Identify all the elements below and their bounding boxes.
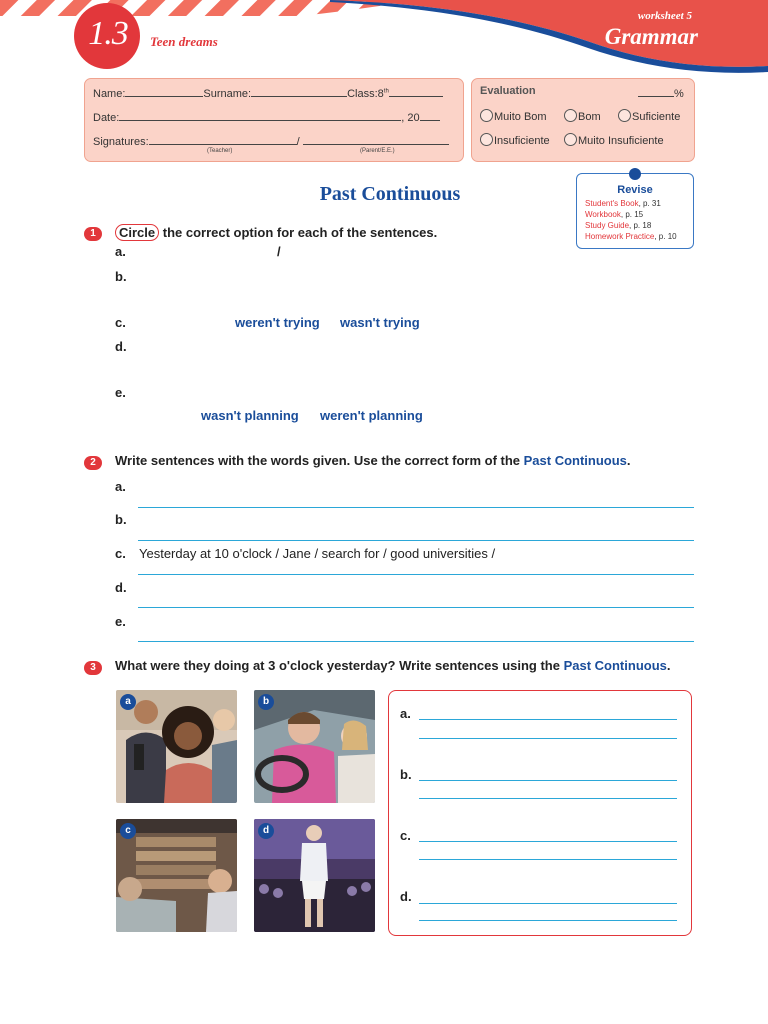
ex3-answer-c-line-2[interactable] xyxy=(419,859,677,860)
worksheet-title: Grammar xyxy=(604,24,698,49)
surname-label: Surname: xyxy=(203,88,252,100)
ex1-item-c-letter: c. xyxy=(115,315,126,330)
signatures-row xyxy=(93,133,455,148)
instruction-highlight: Past Continuous xyxy=(523,453,627,468)
evaluation-box xyxy=(471,78,695,162)
revise-title: Revise xyxy=(617,184,653,196)
percent-sign: % xyxy=(674,88,684,100)
ex1-item-e-option-1[interactable]: wasn't planning xyxy=(201,408,299,423)
parent-signature-field[interactable] xyxy=(303,133,449,145)
photo-d-runway xyxy=(254,819,375,932)
year-field[interactable] xyxy=(420,109,440,121)
unit-number: 1.3 xyxy=(88,15,128,52)
instruction-end: . xyxy=(666,658,671,673)
eval-option-label: Muito Insuficiente xyxy=(578,135,664,147)
student-info-box xyxy=(84,78,464,162)
ex2-item-b-letter: b. xyxy=(115,512,127,527)
exercise-3-answers-box xyxy=(388,690,692,936)
eval-option-label: Suficiente xyxy=(632,111,681,123)
eval-option-insuficiente[interactable] xyxy=(480,133,550,147)
eval-option-muito-bom[interactable] xyxy=(480,109,547,123)
class-field[interactable] xyxy=(389,85,443,97)
instruction-text: the correct option for each of the sentences. xyxy=(159,225,438,240)
exercise-3-instruction xyxy=(115,658,671,673)
name-row xyxy=(93,85,455,100)
eval-option-suficiente[interactable] xyxy=(618,109,680,123)
ex2-item-d-letter: d. xyxy=(115,580,127,595)
revise-ref-study-guide[interactable] xyxy=(585,221,651,230)
exercise-2-instruction xyxy=(115,453,631,468)
ref-page: , p. 31 xyxy=(638,199,661,208)
ex1-item-a-slash: / xyxy=(277,244,281,259)
ex2-item-e-letter: e. xyxy=(115,614,126,629)
ref-source: Workbook xyxy=(585,210,621,219)
radio-icon[interactable] xyxy=(618,109,631,122)
photo-c-badge: c xyxy=(120,823,136,839)
ex2-item-a-letter: a. xyxy=(115,479,126,494)
page-title: Past Continuous xyxy=(319,183,461,205)
ex3-answer-b-line-2[interactable] xyxy=(419,798,677,799)
ex3-answer-a-line-1[interactable] xyxy=(419,719,677,720)
surname-field[interactable] xyxy=(251,85,347,97)
exercise-3-badge: 3 xyxy=(84,661,102,675)
ref-page: , p. 18 xyxy=(629,221,652,230)
name-label: Name: xyxy=(93,88,126,100)
ex3-answer-c-line-1[interactable] xyxy=(419,841,677,842)
year-label: , 20 xyxy=(401,112,420,124)
ex2-item-b-answer-line[interactable] xyxy=(138,540,694,541)
photo-a-badge: a xyxy=(120,694,136,710)
exercise-1-instruction xyxy=(115,224,437,241)
eval-option-label: Insuficiente xyxy=(494,135,550,147)
ex1-item-c-option-1[interactable]: weren't trying xyxy=(235,315,320,330)
ref-page: , p. 10 xyxy=(654,232,677,241)
ex3-answer-b-letter: b. xyxy=(400,767,412,782)
exercise-1-badge: 1 xyxy=(84,227,102,241)
instruction-text: What were they doing at 3 o'clock yesterday? Write sentences using the xyxy=(115,658,564,673)
ex3-answer-c-letter: c. xyxy=(400,828,411,843)
signature-slash: / xyxy=(296,136,300,148)
ex3-answer-d-letter: d. xyxy=(400,889,412,904)
percent-field[interactable] xyxy=(638,85,674,97)
teacher-caption: (Teacher) xyxy=(207,148,233,154)
date-field[interactable] xyxy=(119,109,401,121)
radio-icon[interactable] xyxy=(564,133,577,146)
revise-ref-homework-practice[interactable] xyxy=(585,232,677,241)
ex1-item-a-letter: a. xyxy=(115,244,126,259)
ex1-item-d-letter: d. xyxy=(115,339,127,354)
parent-caption: (Parent/E.E.) xyxy=(360,148,395,154)
photo-c-shop xyxy=(116,819,237,932)
pin-icon xyxy=(627,167,643,181)
instruction-text: Write sentences with the words given. Use the correct form of the xyxy=(115,453,524,468)
evaluation-percent-row xyxy=(638,85,684,100)
photo-b-driving xyxy=(254,690,375,803)
eval-option-muito-insuficiente[interactable] xyxy=(564,133,664,147)
ex2-item-e-answer-line[interactable] xyxy=(138,641,694,642)
ex2-item-a-answer-line[interactable] xyxy=(138,507,694,508)
name-field[interactable] xyxy=(125,85,203,97)
date-label: Date: xyxy=(93,112,120,124)
circle-word: Circle xyxy=(115,224,159,241)
ex2-item-c-answer-line[interactable] xyxy=(138,574,694,575)
radio-icon[interactable] xyxy=(480,133,493,146)
evaluation-title: Evaluation xyxy=(480,85,536,97)
revise-box xyxy=(576,173,694,249)
radio-icon[interactable] xyxy=(564,109,577,122)
radio-icon[interactable] xyxy=(480,109,493,122)
ex1-item-b-letter: b. xyxy=(115,269,127,284)
ex1-item-e-option-2[interactable]: weren't planning xyxy=(320,408,423,423)
signatures-label: Signatures: xyxy=(93,136,149,148)
instruction-highlight: Past Continuous xyxy=(563,658,667,673)
exercise-2-badge: 2 xyxy=(84,456,102,470)
ex3-answer-d-line-2[interactable] xyxy=(419,920,677,921)
ex3-answer-a-letter: a. xyxy=(400,706,411,721)
revise-ref-workbook[interactable] xyxy=(585,210,643,219)
revise-ref-students-book[interactable] xyxy=(585,199,661,208)
worksheet-label: worksheet 5 xyxy=(637,10,692,22)
ref-source: Homework Practice xyxy=(585,232,655,241)
date-row xyxy=(93,109,455,124)
ref-source: Study Guide xyxy=(585,221,630,230)
ex3-answer-d-line-1[interactable] xyxy=(419,903,677,904)
photo-d-badge: d xyxy=(258,823,274,839)
ex1-item-e-letter: e. xyxy=(115,385,126,400)
instruction-end: . xyxy=(626,453,631,468)
ex2-item-c-letter: c. xyxy=(115,546,126,561)
unit-title: Teen dreams xyxy=(150,34,218,49)
class-sup: th xyxy=(383,88,389,95)
ex2-item-c-cue: Yesterday at 10 o'clock / Jane / search for / good universities / xyxy=(139,546,496,561)
ref-page: , p. 15 xyxy=(620,210,644,219)
ref-source: Student's Book xyxy=(585,199,639,208)
class-label: Class:8 xyxy=(347,88,384,100)
ex3-answer-a-line-2[interactable] xyxy=(419,738,677,739)
ex1-item-c-option-2[interactable]: wasn't trying xyxy=(340,315,420,330)
eval-option-label: Muito Bom xyxy=(494,111,547,123)
photo-a-friends-selfie xyxy=(116,690,237,803)
ex3-answer-b-line-1[interactable] xyxy=(419,780,677,781)
photo-b-badge: b xyxy=(258,694,274,710)
teacher-signature-field[interactable] xyxy=(149,133,297,145)
ex2-item-d-answer-line[interactable] xyxy=(138,607,694,608)
eval-option-bom[interactable] xyxy=(564,109,601,123)
eval-option-label: Bom xyxy=(578,111,601,123)
